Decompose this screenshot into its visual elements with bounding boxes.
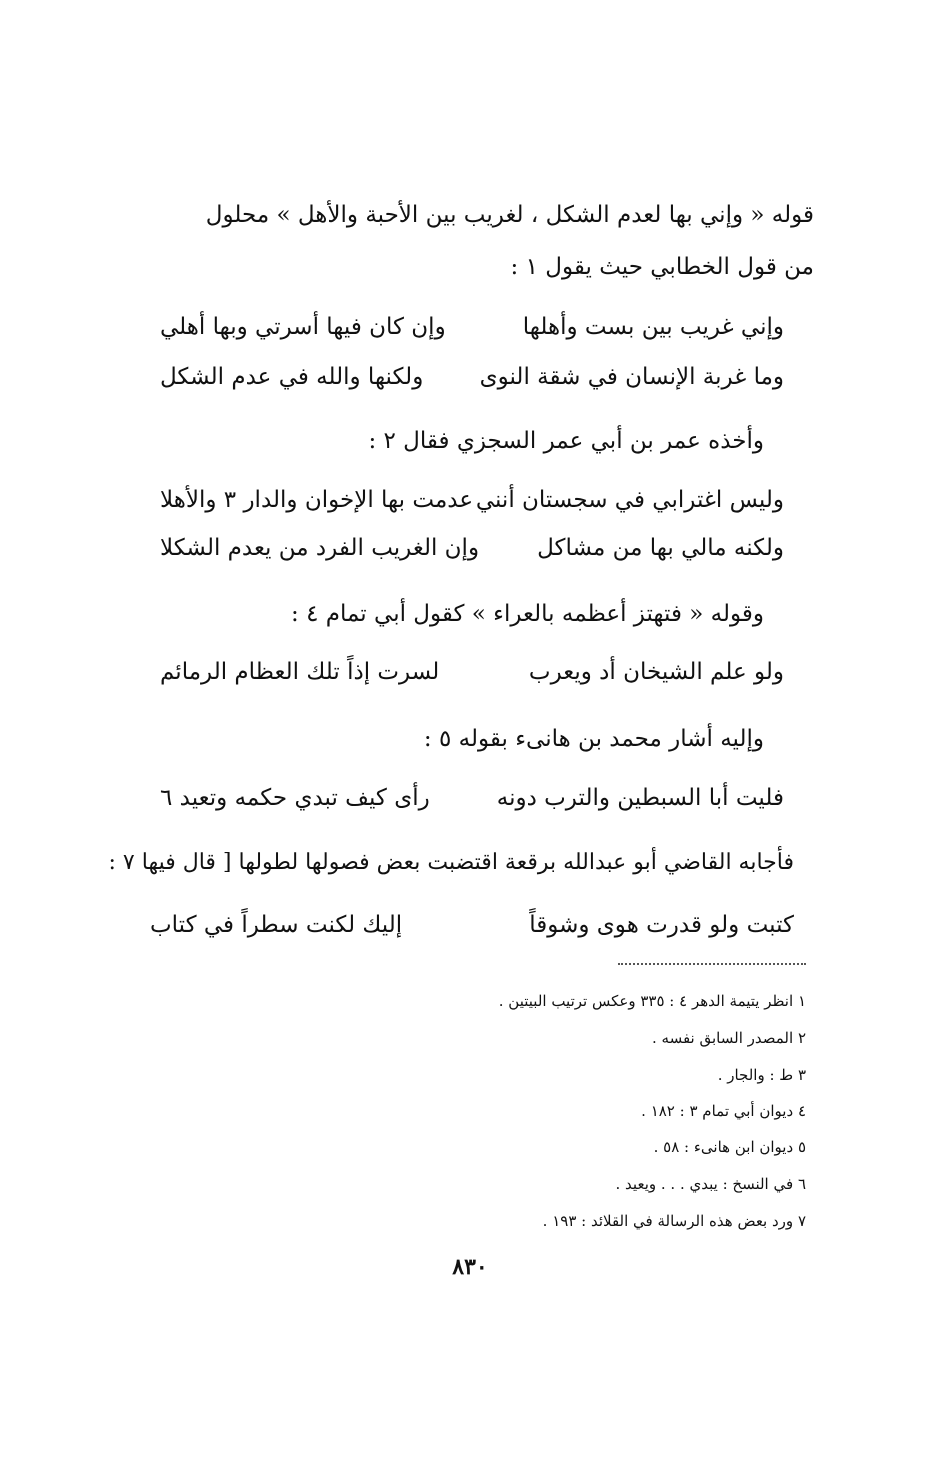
verse-line (160, 531, 784, 565)
verse-hemistich-first: وليس اغترابي في سجستان أنني (475, 487, 784, 513)
verse-line (160, 310, 784, 344)
paragraph-5: فأجابه القاضي أبو عبدالله برقعة اقتضبت بعض فصولها لطولها [ قال فيها ٧ : (108, 850, 794, 875)
paragraph-2: وأخذه عمر بن أبي عمر السجزي فقال ٢ : (368, 428, 764, 454)
footnote-4: ٤ ديوان أبي تمام ٣ : ١٨٢ . (641, 1102, 806, 1120)
footnote-7: ٧ ورد بعض هذه الرسالة في القلائد : ١٩٣ . (542, 1212, 806, 1230)
verse-line (160, 483, 784, 517)
paragraph-4: وإليه أشار محمد بن هانىء بقوله ٥ : (423, 726, 764, 752)
footnote-separator (618, 963, 806, 965)
verse-hemistich-second: عدمت بها الإخوان والدار ٣ والأهلا (160, 487, 474, 513)
verse-hemistich-second: وإن كان فيها أسرتي وبها أهلي (160, 314, 446, 340)
verse-hemistich-first: ولو علم الشيخان أد ويعرب (528, 659, 784, 685)
verse-line (160, 655, 784, 689)
verse-line (160, 360, 784, 394)
verse-line (160, 781, 784, 815)
paragraph-1-line-1: قوله « وإني بها لعدم الشكل ، لغريب بين الأحبة والأهل » محلول (205, 202, 814, 228)
verse-hemistich-second: رأى كيف تبدي حكمه وتعيد ٦ (160, 785, 430, 811)
footnote-3: ٣ ط : والجار . (717, 1066, 806, 1084)
verse-hemistich-first: وما غربة الإنسان في شقة النوى (479, 364, 784, 390)
verse-hemistich-second: وإن الغريب الفرد من يعدم الشكلا (160, 535, 480, 561)
footnote-5: ٥ ديوان ابن هانىء : ٥٨ . (653, 1138, 806, 1156)
verse-hemistich-second: إليك لكنت سطراً في كتاب (150, 912, 403, 938)
footnote-2: ٢ المصدر السابق نفسه . (652, 1029, 806, 1047)
footnote-6: ٦ في النسخ : يبدي . . . ويعيد . (615, 1175, 806, 1193)
paragraph-1-line-2: من قول الخطابي حيث يقول ١ : (510, 254, 814, 280)
verse-hemistich-first: ولكنه مالي بها من مشاكل (537, 535, 784, 561)
verse-hemistich-first: وإني غريب بين بست وأهلها (522, 314, 784, 340)
verse-hemistich-first: كتبت ولو قدرت هوى وشوقاً (529, 912, 794, 938)
verse-hemistich-second: ولكنها والله في عدم الشكل (160, 364, 424, 390)
verse-hemistich-second: لسرت إذاً تلك العظام الرمائم (160, 659, 440, 685)
footnote-1: ١ انظر يتيمة الدهر ٤ : ٣٣٥ وعكس ترتيب البيتين . (498, 992, 806, 1010)
verse-line (150, 908, 794, 942)
page-number: ٨٣٠ (452, 1254, 488, 1280)
paragraph-3: وقوله « فتهتز أعظمه بالعراء » كقول أبي تمام ٤ : (291, 601, 764, 627)
verse-hemistich-first: فليت أبا السبطين والترب دونه (496, 785, 784, 811)
